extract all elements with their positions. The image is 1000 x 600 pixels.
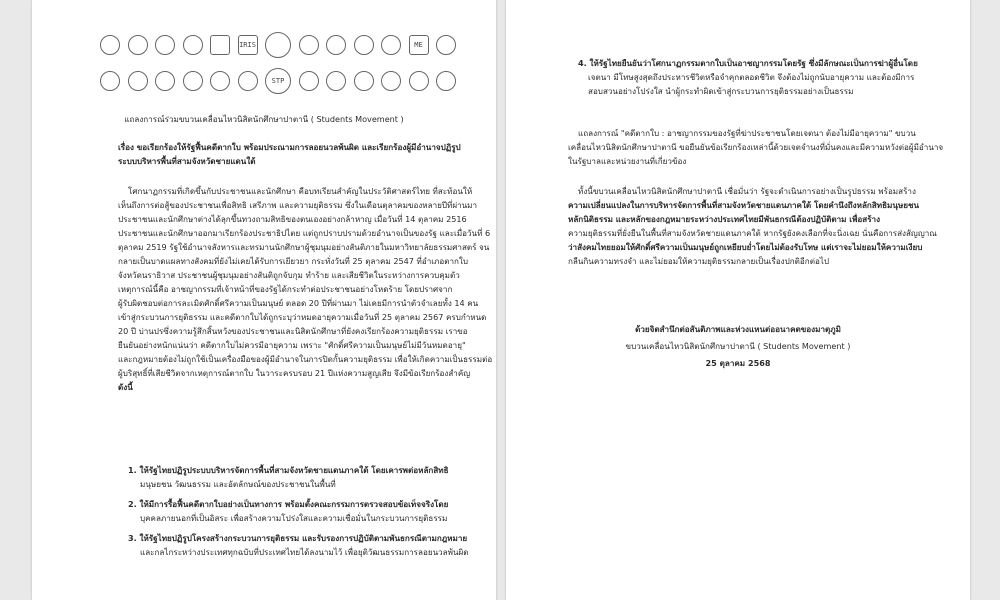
org-logo (354, 35, 374, 55)
demand-1-line-2: มนุษยชน วัฒนธรรม และอัตลักษณ์ของประชาชนในพื้นที่ (140, 479, 336, 489)
body-line: จังหวัดนราธิวาส ประชาชนผู้ชุมนุมอย่างสันติถูกจับกุม ทำร้าย และเสียชีวิตในระหว่างการควบคุมตัว (118, 270, 460, 280)
body-line: ยืนยันอย่างหนักแน่นว่า คดีตากใบไม่ควรมีอายุความ เพราะ "ศักดิ์ศรีความเป็นมนุษย์ไม่มีวันหมดอายุ" (118, 340, 466, 350)
demand-3-line-1: 3. ให้รัฐไทยปฏิรูปโครงสร้างกระบวนการยุติธรรม และรับรองการปฏิบัติตามพันธกรณีตามกฎหมาย (128, 533, 468, 543)
org-logo-me: ME (409, 35, 429, 55)
statement-para-2-line: ความเปลี่ยนแปลงในการบริหารจัดการพื้นที่สามจังหวัดชายแดนภาคใต้ โดยคำนึงถึงหลักสิทธิมนุษยชน (568, 200, 920, 210)
body-line: 20 ปี บ่านปรซึ่งความรู้สึกสิ้นหวังของประชาชนและนิสิตนักศึกษาที่ยังคงเรียกร้องความยุติธรรม เราขอ (118, 326, 468, 336)
org-logo (265, 32, 291, 58)
demand-2-line-2: บุคคลภายนอกที่เป็นอิสระ เพื่อสร้างความโปร่งใสและความเชื่อมั่นในกระบวนการยุติธรรม (140, 513, 448, 523)
demand-4-line-1: 4. ให้รัฐไทยยืนยันว่าโศกนาฏกรรมตากใบเป็นอาชญากรรมโดยรัฐ ซึ่งมีลักษณะเป็นการฆ่าผู้อื่นโดย (578, 58, 918, 68)
statement-heading: แถลงการณ์ร่วมขบวนเคลื่อนไหวนิสิตนักศึกษาปาตานี ( Students Movement ) (124, 114, 404, 124)
subject-line-1: เรื่อง ขอเรียกร้องให้รัฐฟื้นคดีตากใบ พร้อมประณามการลอยนวลพ้นผิด และเรียกร้องผู้มีอำนาจปฏิรูป (118, 142, 461, 152)
org-logo (155, 71, 175, 91)
org-logo (299, 35, 319, 55)
signature-line: ขบวนเคลื่อนไหวนิสิตนักศึกษาปาตานี ( Students Movement ) (625, 341, 851, 351)
demand-4-line-3: สอบสวนอย่างโปร่งใส นำผู้กระทำผิดเข้าสู่กระบวนการยุติธรรมอย่างเป็นธรรม (588, 86, 854, 96)
document-page-right (506, 0, 970, 600)
org-logo (100, 71, 120, 91)
body-line: ประชาชนและนักศึกษาต่างได้ลุกขึ้นทวงถามสิทธิของตนเองอย่างกล้าหาญ เมื่อวันที่ 14 ตุลาคม 2516 (118, 214, 467, 224)
body-line: และกฎหมายต้องไม่ถูกใช้เป็นเครื่องมือของผู้มีอำนาจในการปิดกั้นความยุติธรรม เพื่อให้เกิดความเป็นธรรมต่อ (118, 354, 493, 364)
demand-3-line-2: และกลไกระหว่างประเทศทุกฉบับที่ประเทศไทยได้ลงนามไว้ เพื่อยุติวัฒนธรรมการลอยนวลพ้นผิด (140, 547, 469, 557)
logo-row-bottom (100, 68, 456, 94)
org-logo-iris: IRIS (238, 35, 258, 55)
statement-para-2-line: ความยุติธรรมที่ยั่งยืนในพื้นที่สามจังหวัดชายแดนภาคใต้ หากรัฐยังคงเลือกที่จะนิ่งเฉย นั่นคือการส่งสัญญาณ (568, 228, 937, 238)
demand-1-line-1: 1. ให้รัฐไทยปฏิรูประบบบริหารจัดการพื้นที่สามจังหวัดชายแดนภาคใต้ โดยเคารพต่อหลักสิทธิ (128, 465, 449, 475)
org-logo (299, 71, 319, 91)
statement-para-2-line: หลักนิติธรรม และหลักของกฎหมายระหว่างประเทศไทยมีพันธกรณีต้องปฏิบัติตาม เพื่อสร้าง (568, 214, 881, 224)
statement-para-2-line: ทั้งนี้ขบวนเคลื่อนไหวนิสิตนักศึกษาปาตานี เชื่อมั่นว่า รัฐจะดำเนินการอย่างเป็นรูปธรรม พร้อมสร้าง (578, 186, 916, 196)
subject-line-2: ระบบบริหารพื้นที่สามจังหวัดชายแดนใต้ (118, 156, 256, 166)
logo-row-top (100, 32, 456, 58)
statement-para-2-line: กลืนกินความทรงจำ และไม่ยอมให้ความยุติธรรมกลายเป็นเรื่องปกติอีกต่อไป (568, 256, 830, 266)
org-logo (128, 71, 148, 91)
body-line: โศกนาฏกรรมที่เกิดขึ้นกับประชาชนและนักศึกษา คือบทเรียนสำคัญในประวัติศาสตร์ไทย ที่สะท้อนให้ (128, 186, 473, 196)
body-line: ผู้บริสุทธิ์ที่เสียชีวิตจากเหตุการณ์ตากใบ ในวาระครบรอบ 21 ปีแห่งความสูญเสีย จึงมีข้อเรียกร้องสำคัญ (118, 368, 471, 378)
body-line: กลายเป็นบาดแผลทางสังคมที่ยังไม่เคยได้รับการเยียวยา กระทั่งวันที่ 25 ตุลาคม 2547 ที่อำเภอตากใบ (118, 256, 469, 266)
statement-para-1-line: เคลื่อนไหวนิสิตนักศึกษาปาตานี ขอยืนยันข้อเรียกร้องเหล่านี้ด้วยเจตจำนงที่มั่นคงและมีความหวังต่อผู้มีอำนาจ (568, 142, 944, 152)
body-line: ดังนี้ (118, 382, 133, 392)
org-logo (210, 71, 230, 91)
org-logo (183, 35, 203, 55)
body-line: เหตุการณ์นี้คือ อาชญากรรมที่เจ้าหน้าที่ของรัฐได้กระทำต่อประชาชนอย่างโหดร้าย โดยปราศจาก (118, 284, 453, 294)
demand-2-line-1: 2. ให้มีการรื้อฟื้นคดีตากใบอย่างเป็นทางการ พร้อมตั้งคณะกรรมการตรวจสอบข้อเท็จจริงโดย (128, 499, 449, 509)
closing-line: ด้วยจิตสำนึกต่อสันติภาพและห่วงแหนต่ออนาคตของมาตุภูมิ (635, 324, 841, 334)
org-logo (238, 71, 258, 91)
org-logo (409, 71, 429, 91)
org-logo-stp: STP (265, 68, 291, 94)
org-logo (210, 35, 230, 55)
org-logo (354, 71, 374, 91)
statement-date: 25 ตุลาคม 2568 (705, 358, 771, 368)
statement-para-2-line: ว่าสังคมไทยยอมให้ศักดิ์ศรีความเป็นมนุษย์ถูกเหยียบย่ำโดยไม่ต้องรับโทษ แต่เราจะไม่ยอมให้ความเงียบ (568, 242, 923, 252)
document-page-left (32, 0, 496, 600)
org-logo (100, 35, 120, 55)
org-logo (381, 71, 401, 91)
org-logo (436, 35, 456, 55)
org-logo (326, 71, 346, 91)
statement-para-1-line: ในรัฐบาลและหน่วยงานที่เกี่ยวข้อง (568, 156, 687, 166)
org-logo (128, 35, 148, 55)
org-logo (436, 71, 456, 91)
statement-para-1-line: แถลงการณ์ "คดีตากใบ : อาชญากรรมของรัฐที่ฆ่าประชาชนโดยเจตนา ต้องไม่มีอายุความ" ขบวน (578, 128, 916, 138)
org-logo (381, 35, 401, 55)
body-line: ผู้รับผิดชอบต่อการละเมิดศักดิ์ศรีความเป็นมนุษย์ ตลอด 20 ปีที่ผ่านมา ไม่เคยมีการนำตัวจำเลยทั้ง 14 คน (118, 298, 479, 308)
body-line: เข้าสู่กระบวนการยุติธรรม และคดีตากใบได้ถูกระบุว่าหมดอายุความเมื่อวันที่ 25 ตุลาคม 2567 ครบกำหนด (118, 312, 487, 322)
body-line: ตุลาคม 2519 รัฐใช้อำนาจสังหารและทรมานนักศึกษาผู้ชุมนุมอย่างสันติภายในมหาวิทยาลัยธรรมศาสตร์ จน (118, 242, 490, 252)
org-logo (155, 35, 175, 55)
body-line: ประชาชนและนักศึกษาออกมาเรียกร้องประชาธิปไตย แต่ถูกปราบปรามด้วยอำนาจเป็นของรัฐ และเมื่อวันที่ 6 (118, 228, 491, 238)
org-logo (183, 71, 203, 91)
body-line: เห็นถึงการต่อสู้ของประชาชนเพื่อสิทธิ เสรีภาพ และความยุติธรรม ซึ่งในเดือนตุลาคมของหลายปีที่ผ่านมา (118, 200, 478, 210)
org-logo (326, 35, 346, 55)
demand-4-line-2: เจตนา มีโทษสูงสุดถึงประหารชีวิตหรือจำคุกตลอดชีวิต จึงต้องไม่ถูกนับอายุความ และต้องมีการ (588, 72, 915, 82)
